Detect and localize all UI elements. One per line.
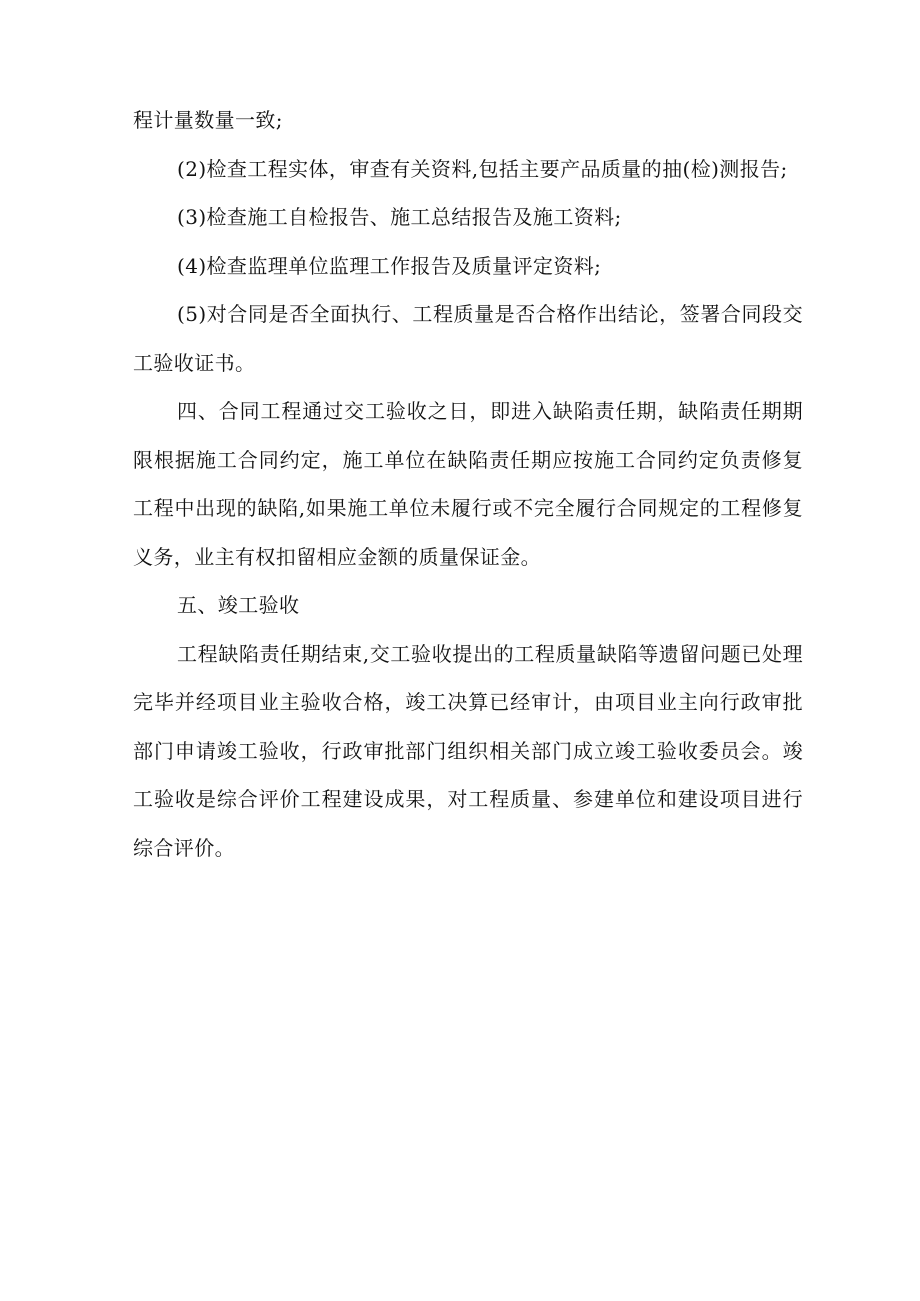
list-item-5: (5)对合同是否全面执行、工程质量是否合格作出结论，签署合同段交工验收证书。 [133, 302, 803, 375]
section-five-heading: 五、竣工验收 [177, 593, 300, 617]
list-item-4: (4)检查监理单位监理工作报告及质量评定资料; [177, 253, 602, 278]
list-item-2: (2)检查工程实体，审查有关资料,包括主要产品质量的抽(检)测报告; [177, 156, 788, 181]
list-item-3: (3)检查施工自检报告、施工总结报告及施工资料; [177, 205, 622, 229]
paragraph-continuation: 程计量数量一致; [133, 108, 283, 132]
section-five-paragraph: 工程缺陷责任期结束,交工验收提出的工程质量缺陷等遗留问题已处理完毕并经项目业主验收合格，竣工决算已经审计，由项目业主向行政审批部门申请竣工验收，行政审批部门组织相关部门成立竣工验收委员会。竣工验收是综合评价工程建设成果，对工程质量、参建单位和建设项目进行综合评价。 [133, 641, 803, 860]
section-four-paragraph: 四、合同工程通过交工验收之日，即进入缺陷责任期，缺陷责任期期限根据施工合同约定，施工单位在缺陷责任期应按施工合同约定负责修复工程中出现的缺陷,如果施工单位未履行或不完全履行合同规定的工程修复义务，业主有权扣留相应金额的质量保证金。 [133, 399, 803, 569]
document-body [133, 96, 803, 872]
